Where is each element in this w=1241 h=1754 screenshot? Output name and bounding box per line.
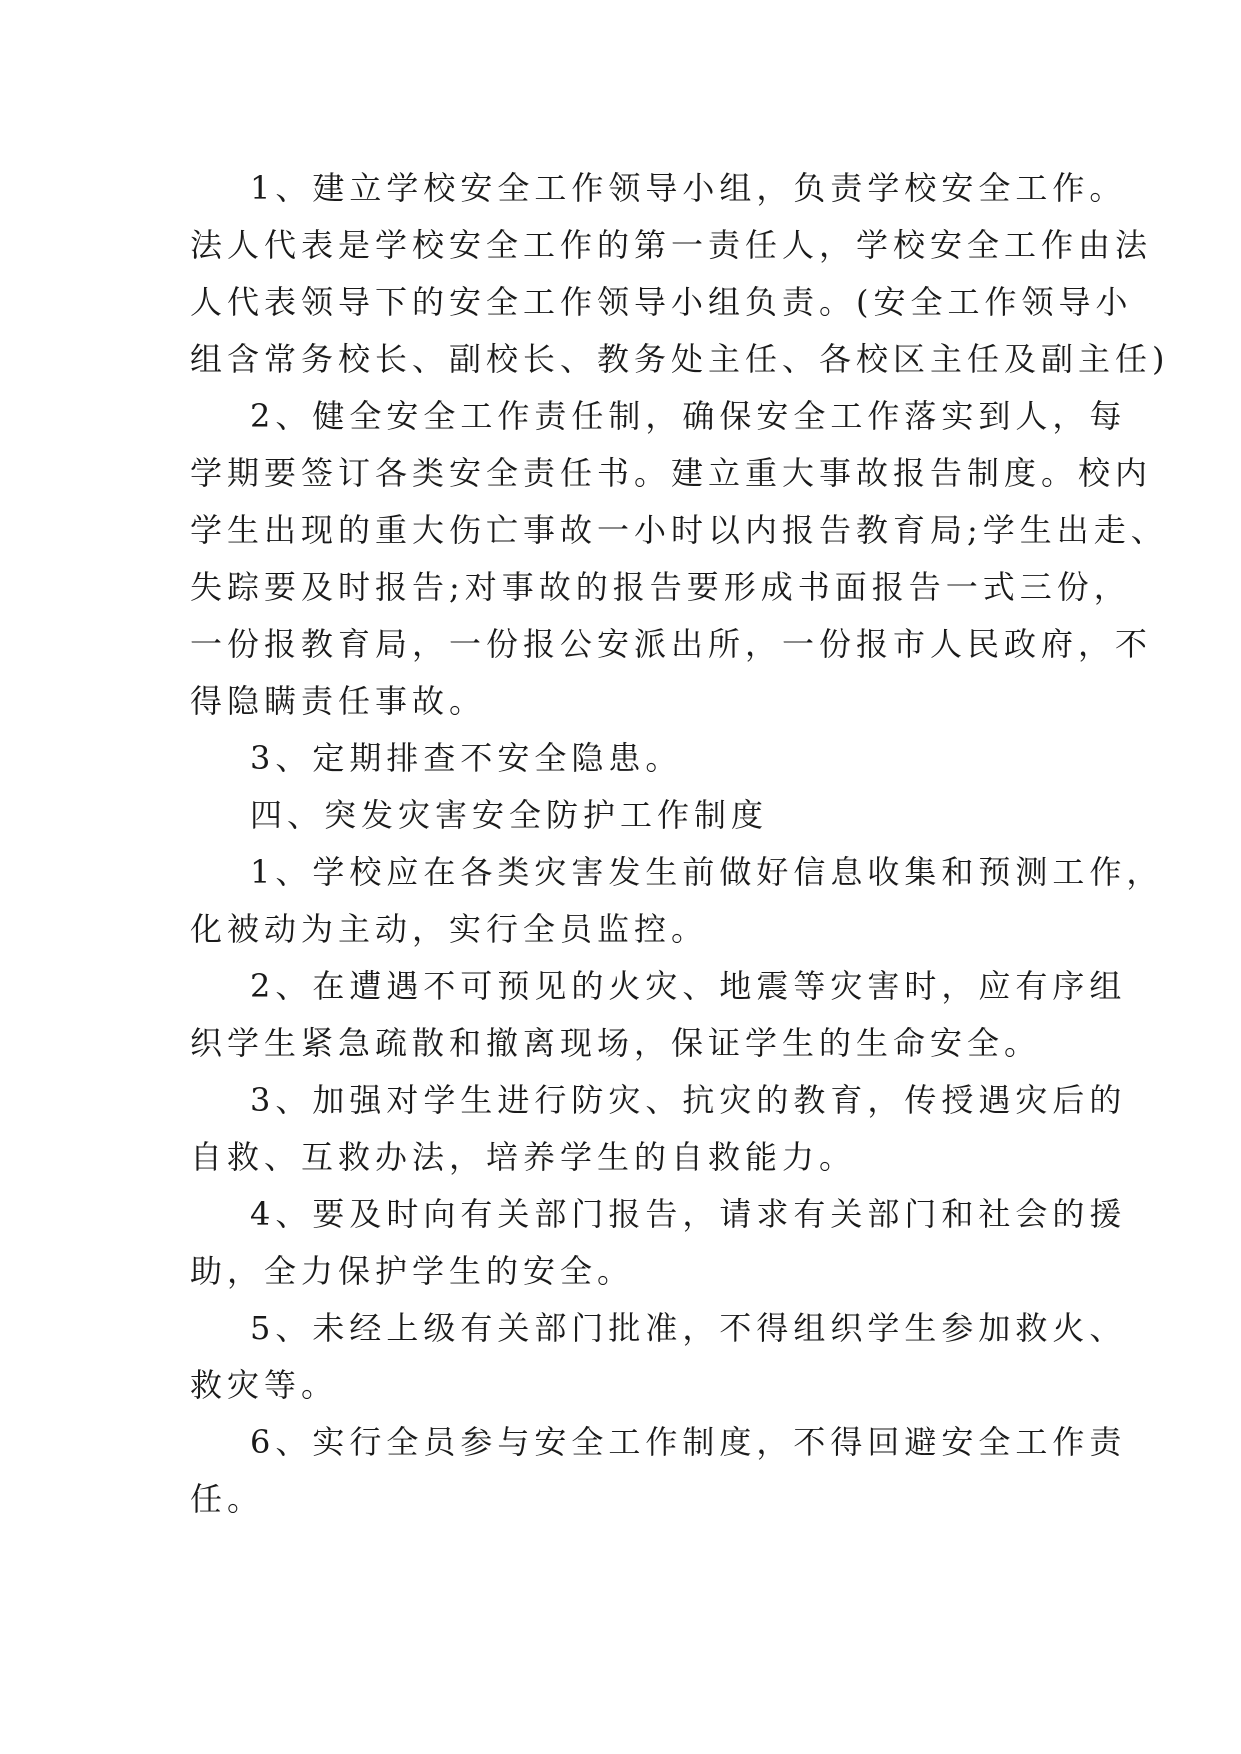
paragraph-line: 1、学校应在各类灾害发生前做好信息收集和预测工作， bbox=[250, 853, 1164, 891]
paragraph-line: 组含常务校长、副校长、教务处主任、各校区主任及副主任) bbox=[190, 340, 1170, 378]
paragraph-10 bbox=[190, 1414, 1127, 1528]
paragraph-line: 织学生紧急疏散和撤离现场，保证学生的生命安全。 bbox=[190, 1024, 1042, 1062]
paragraph-6 bbox=[190, 958, 1127, 1072]
paragraph-line: 一份报教育局，一份报公安派出所，一份报市人民政府，不 bbox=[190, 625, 1153, 663]
paragraph-line: 救灾等。 bbox=[190, 1366, 339, 1404]
paragraph-1 bbox=[190, 160, 1170, 388]
paragraph-line: 失踪要及时报告;对事故的报告要形成书面报告一式三份， bbox=[190, 568, 1131, 606]
paragraph-line: 2、健全安全工作责任制，确保安全工作落实到人，每 bbox=[250, 397, 1127, 435]
paragraph-line: 得隐瞒责任事故。 bbox=[190, 682, 487, 720]
paragraph-line: 人代表领导下的安全工作领导小组负责。(安全工作领导小 bbox=[190, 283, 1133, 321]
paragraph-9 bbox=[190, 1300, 1127, 1414]
document-body bbox=[190, 160, 1170, 1528]
paragraph-8 bbox=[190, 1186, 1127, 1300]
paragraph-line: 化被动为主动，实行全员监控。 bbox=[190, 910, 709, 948]
paragraph-line: 4、要及时向有关部门报告，请求有关部门和社会的援 bbox=[250, 1195, 1127, 1233]
paragraph-line: 3、加强对学生进行防灾、抗灾的教育，传授遇灾后的 bbox=[250, 1081, 1127, 1119]
paragraph-line: 学生出现的重大伤亡事故一小时以内报告教育局;学生出走、 bbox=[190, 511, 1168, 549]
paragraph-line: 3、定期排查不安全隐患。 bbox=[250, 739, 683, 777]
paragraph-line: 6、实行全员参与安全工作制度，不得回避安全工作责 bbox=[250, 1423, 1127, 1461]
paragraph-line: 1、建立学校安全工作领导小组，负责学校安全工作。 bbox=[250, 169, 1127, 207]
paragraph-line: 法人代表是学校安全工作的第一责任人，学校安全工作由法 bbox=[190, 226, 1153, 264]
paragraph-2 bbox=[190, 388, 1168, 730]
paragraph-5 bbox=[190, 844, 1164, 958]
paragraph-3 bbox=[190, 730, 1060, 787]
paragraph-line: 自救、互救办法，培养学生的自救能力。 bbox=[190, 1138, 857, 1176]
paragraph-7 bbox=[190, 1072, 1127, 1186]
paragraph-line: 助，全力保护学生的安全。 bbox=[190, 1252, 635, 1290]
paragraph-line: 5、未经上级有关部门批准，不得组织学生参加救火、 bbox=[250, 1309, 1127, 1347]
paragraph-line: 2、在遭遇不可预见的火灾、地震等灾害时，应有序组 bbox=[250, 967, 1127, 1005]
paragraph-line: 任。 bbox=[190, 1480, 265, 1518]
section-heading bbox=[190, 787, 1060, 844]
paragraph-line: 学期要签订各类安全责任书。建立重大事故报告制度。校内 bbox=[190, 454, 1153, 492]
section-heading-text: 四、突发灾害安全防护工作制度 bbox=[250, 796, 769, 834]
